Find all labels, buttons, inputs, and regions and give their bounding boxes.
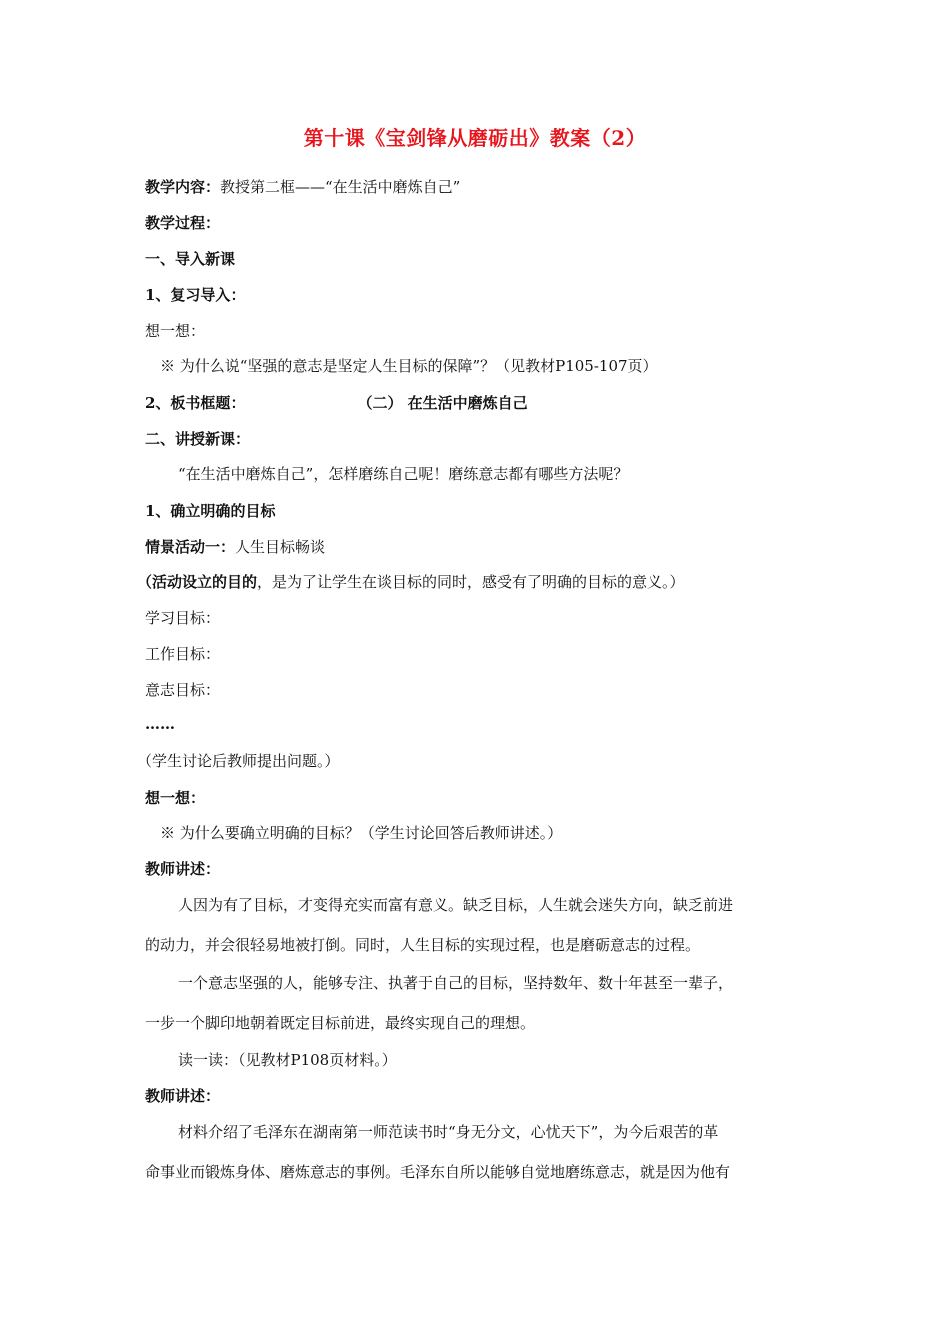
board-title-label: 2、板书框题：: [145, 394, 246, 412]
activity-label: 情景活动一：: [145, 538, 236, 556]
board-title-line: [145, 393, 528, 413]
activity-text: 人生目标畅谈: [235, 538, 326, 556]
discussion-note: （学生讨论后教师提出问题。）: [137, 752, 340, 770]
board-title-text: （二） 在生活中磨炼自己: [357, 394, 528, 412]
section-1-heading: 一、导入新课: [145, 250, 236, 268]
think-prompt-2: 想一想：: [145, 789, 206, 807]
teaching-content-text: 教授第二框——“在生活中磨炼自己”: [220, 178, 461, 196]
think-prompt-1: 想一想：: [145, 322, 206, 340]
paragraph-3-line-2: 命事业而锻炼身体、磨炼意志的事例。毛泽东自所以能够自觉地磨练意志，就是因为他有: [145, 1163, 731, 1181]
teacher-narration-1-heading: 教师讲述：: [145, 860, 221, 878]
paragraph-1-line-2: 的动力，并会很轻易地被打倒。同时，人生目标的实现过程，也是磨砺意志的过程。: [145, 936, 701, 954]
paragraph-3-line-1: 材料介绍了毛泽东在湖南第一师范读书时“身无分文，心忧天下”，为今后艰苦的革: [178, 1123, 719, 1141]
teaching-process-heading: 教学过程：: [145, 214, 221, 232]
question-1: ※ 为什么说“坚强的意志是坚定人生目标的保障”？（见教材P105-107页）: [160, 357, 658, 375]
activity-purpose-bold: （活动设立的目的: [137, 573, 258, 591]
activity-purpose-text: ，是为了让学生在谈目标的同时，感受有了明确的目标的意义。）: [257, 573, 685, 591]
will-goal: 意志目标：: [145, 681, 221, 699]
teaching-content-line: [145, 177, 460, 197]
question-2: ※ 为什么要确立明确的目标？（学生讨论回答后教师讲述。）: [160, 824, 563, 842]
study-goal: 学习目标：: [145, 609, 221, 627]
activity-line: [145, 537, 325, 557]
paragraph-2-line-1: 一个意志坚强的人，能够专注、执著于自己的目标，坚持数年、数十年甚至一辈子，: [178, 974, 734, 992]
read-prompt: 读一读：（见教材P108页材料。）: [178, 1051, 397, 1069]
activity-purpose: [137, 572, 685, 592]
teaching-content-label: 教学内容：: [145, 178, 221, 196]
ellipsis: ……: [145, 715, 175, 733]
document-title: 第十课《宝剑锋从磨砺出》教案（2）: [303, 126, 647, 150]
teacher-narration-2-heading: 教师讲述：: [145, 1087, 221, 1105]
subsection-review-heading: 1、复习导入：: [145, 286, 246, 304]
paragraph-2-line-2: 一步一个脚印地朝着既定目标前进，最终实现自己的理想。: [145, 1014, 536, 1032]
paragraph-1-line-1: 人因为有了目标，才变得充实而富有意义。缺乏目标，人生就会迷失方向，缺乏前进: [178, 896, 734, 914]
section-2-intro: “在生活中磨炼自己”，怎样磨练自己呢！磨练意志都有哪些方法呢？: [178, 465, 629, 483]
subsection-goal-heading: 1、确立明确的目标: [145, 502, 276, 520]
section-2-heading: 二、讲授新课：: [145, 430, 251, 448]
work-goal: 工作目标：: [145, 645, 221, 663]
